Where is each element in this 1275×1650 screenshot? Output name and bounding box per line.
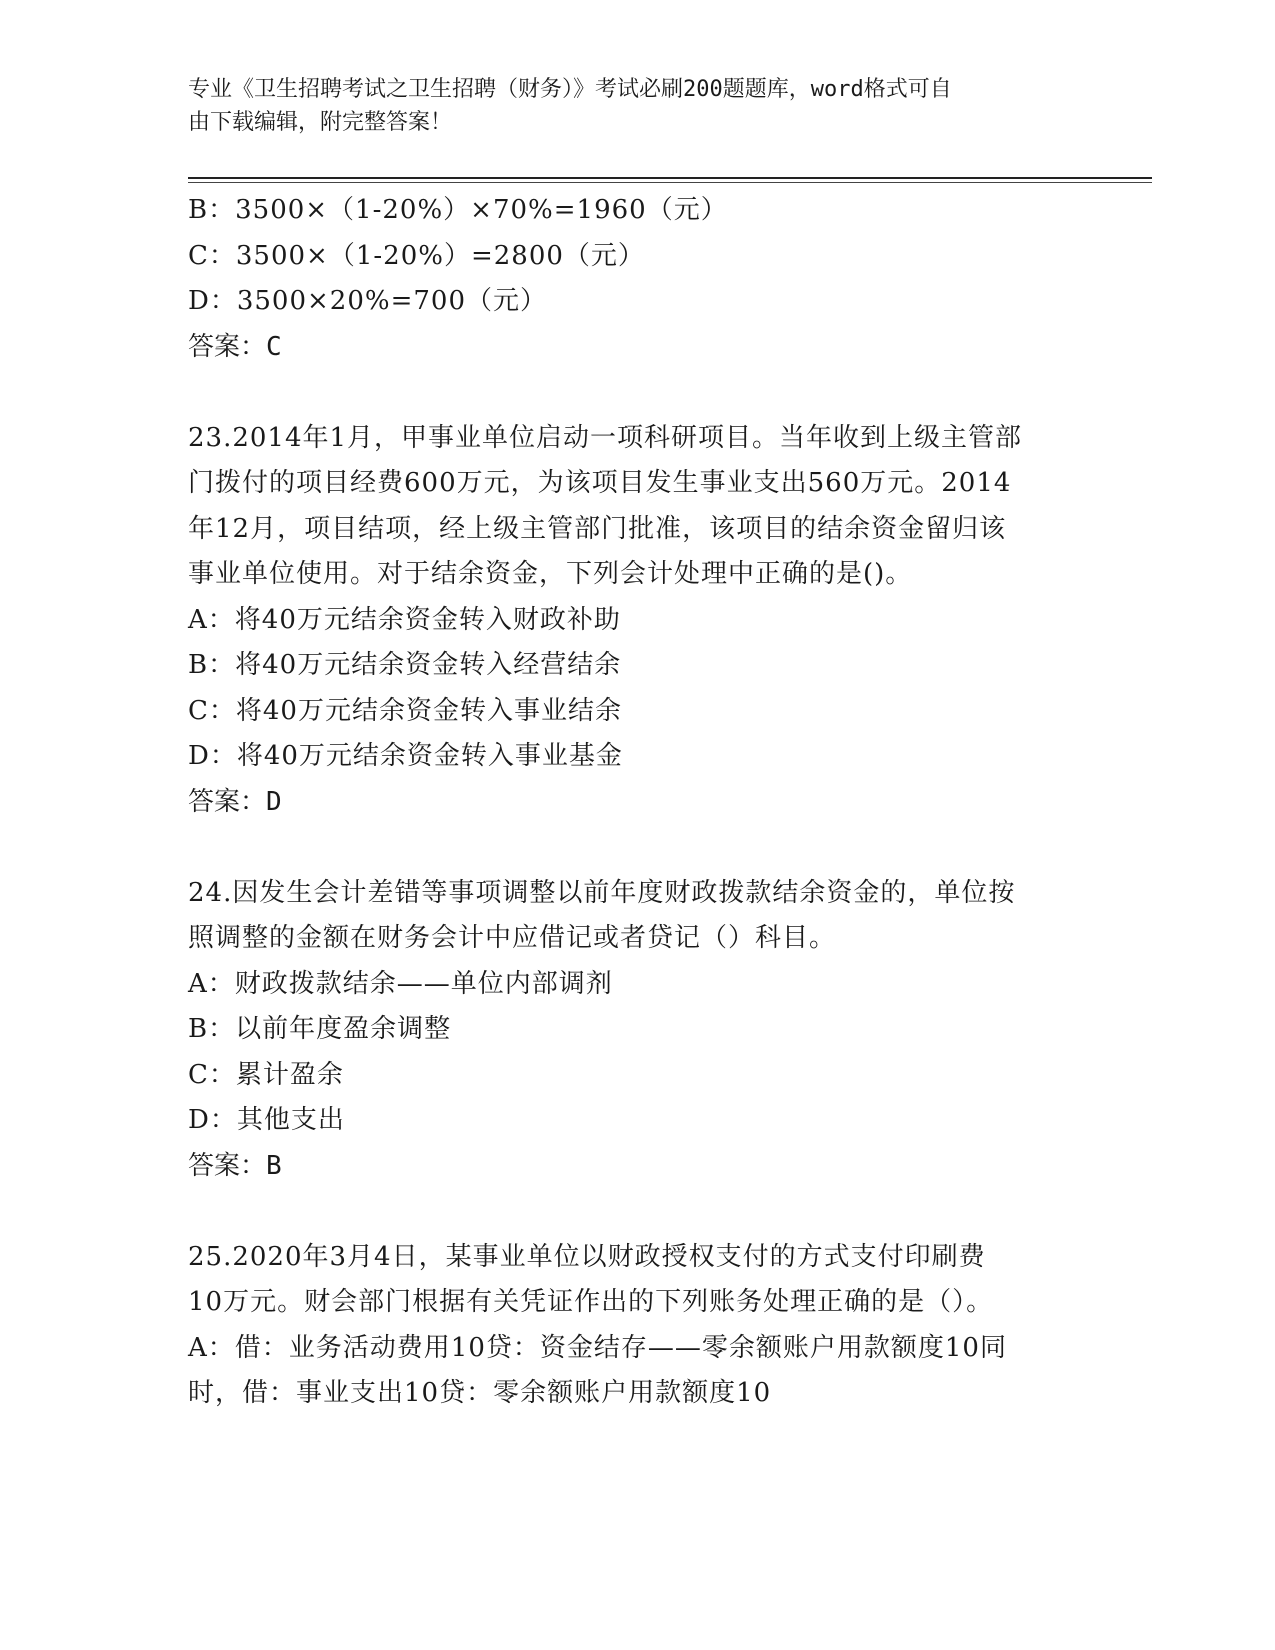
question-22-tail bbox=[188, 188, 1088, 370]
option-b: B：以前年度盈余调整 bbox=[188, 1014, 452, 1044]
question-stem-line: 照调整的金额在财务会计中应借记或者贷记（）科目。 bbox=[188, 923, 837, 953]
option-a: A：借：业务活动费用10贷：资金结存——零余额账户用款额度10同 bbox=[188, 1332, 1007, 1363]
header-divider-thick bbox=[188, 177, 1152, 179]
option-a: A：财政拨款结余——单位内部调剂 bbox=[188, 968, 613, 999]
document-header bbox=[188, 73, 1088, 139]
option-d: D：3500×20%=700（元） bbox=[188, 286, 547, 316]
header-line-1: 专业《卫生招聘考试之卫生招聘（财务）》考试必刷200题题库，word格式可自 bbox=[188, 77, 952, 102]
header-line-2: 由下载编辑，附完整答案！ bbox=[188, 110, 453, 135]
question-stem-line: 24.因发生会计差错等事项调整以前年度财政拨款结余资金的，单位按 bbox=[188, 877, 1016, 908]
option-c: C：累计盈余 bbox=[188, 1059, 344, 1090]
question-stem-line: 门拨付的项目经费600万元，为该项目发生事业支出560万元。2014 bbox=[188, 468, 1012, 498]
document-body bbox=[188, 188, 1088, 1417]
question-stem-line: 事业单位使用。对于结余资金，下列会计处理中正确的是()。 bbox=[188, 559, 913, 589]
header-divider-thin bbox=[188, 182, 1152, 183]
question-25 bbox=[188, 1235, 1088, 1417]
question-stem-line: 25.2020年3月4日，某事业单位以财政授权支付的方式支付印刷费 bbox=[188, 1241, 986, 1272]
option-c: C：3500×（1-20%）=2800（元） bbox=[188, 240, 645, 271]
option-b: B：将40万元结余资金转入经营结余 bbox=[188, 650, 622, 680]
question-stem-line: 23.2014年1月，甲事业单位启动一项科研项目。当年收到上级主管部 bbox=[188, 422, 1023, 453]
question-stem-line: 10万元。财会部门根据有关凭证作出的下列账务处理正确的是（）。 bbox=[188, 1287, 994, 1317]
option-a-continued: 时，借：事业支出10贷：零余额账户用款额度10 bbox=[188, 1378, 772, 1408]
answer-line: 答案：D bbox=[188, 786, 282, 817]
option-a: A：将40万元结余资金转入财政补助 bbox=[188, 604, 621, 635]
option-d: D：其他支出 bbox=[188, 1105, 345, 1135]
spacer bbox=[188, 370, 1088, 416]
answer-line: 答案：C bbox=[188, 331, 282, 362]
spacer bbox=[188, 825, 1088, 871]
answer-line: 答案：B bbox=[188, 1150, 282, 1181]
option-b: B：3500×（1-20%）×70%=1960（元） bbox=[188, 195, 728, 225]
option-c: C：将40万元结余资金转入事业结余 bbox=[188, 695, 622, 726]
question-stem-line: 年12月，项目结项，经上级主管部门批准，该项目的结余资金留归该 bbox=[188, 513, 1007, 544]
question-24 bbox=[188, 871, 1088, 1190]
spacer bbox=[188, 1189, 1088, 1235]
question-23 bbox=[188, 416, 1088, 826]
option-d: D：将40万元结余资金转入事业基金 bbox=[188, 741, 623, 771]
